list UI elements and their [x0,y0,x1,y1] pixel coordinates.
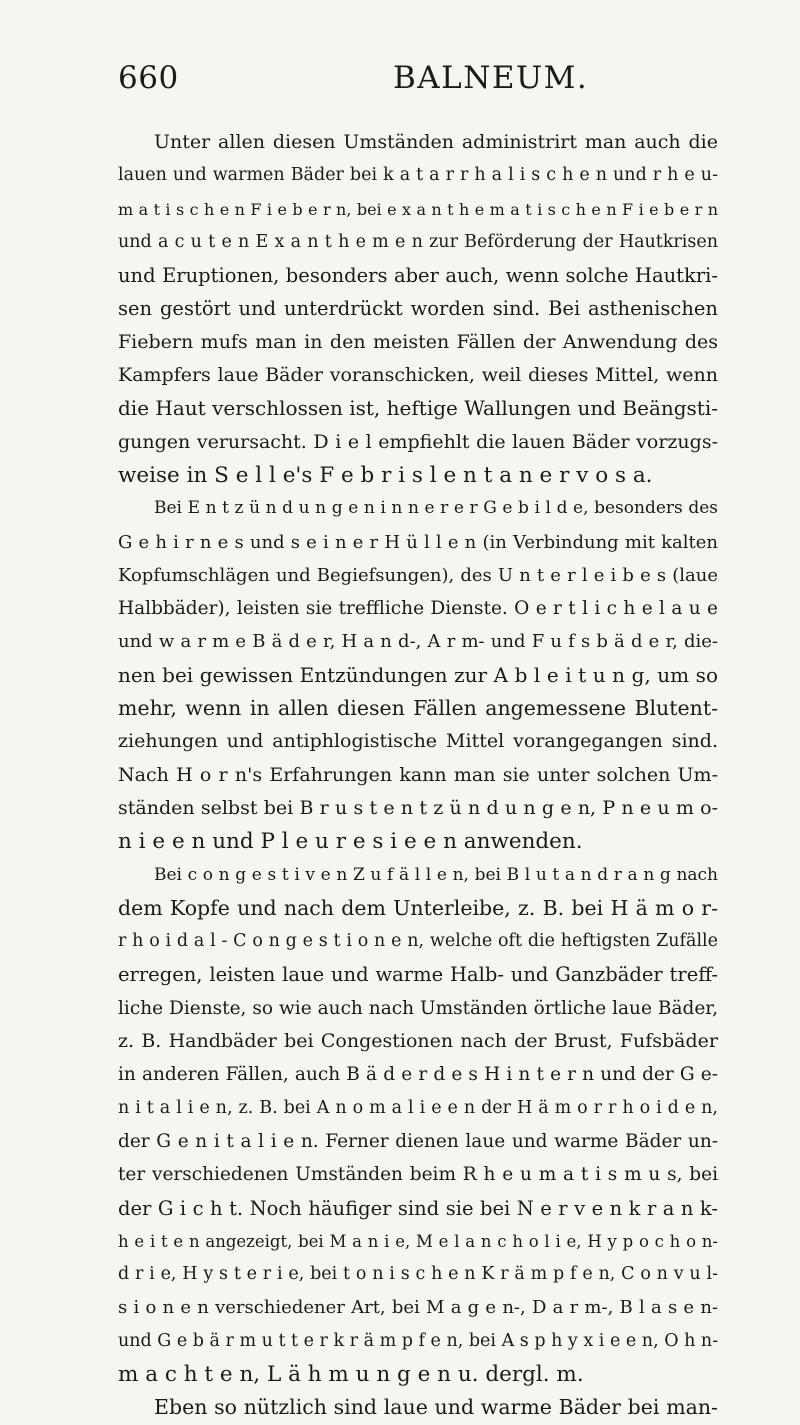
text-line: die Haut verschlossen ist, heftige Wallungen und Beängsti- [118,396,718,421]
text-line: G e h i r n e s und s e i n e r H ü l l e n (in Verbindung mit kalten [118,531,718,553]
text-line: h e i t e n angezeigt, bei M a n i e, M e l a n c h o l i e, H y p o c h o n- [118,1231,718,1251]
text-line: Bei c o n g e s t i v e n Z u f ä l l e n, bei B l u t a n d r a n g nach [154,864,718,885]
text-line: m a t i s c h e n F i e b e r n, bei e x a n t h e m a t i s c h e n F i e b e r n [118,199,718,219]
text-line: ständen selbst bei B r u s t e n t z ü n d u n g e n, P n e u m o- [118,796,718,819]
text-line: ziehungen und antiphlogistische Mittel vorangegangen sind. [118,730,718,753]
text-line: lauen und warmen Bäder bei k a t a r r h a l i s c h e n und r h e u- [118,165,718,186]
text-line: Halbbäder), leisten sie treffliche Dienste. O e r t l i c h e l a u e [118,598,718,620]
text-line: Kampfers laue Bäder voranschicken, weil dieses Mittel, wenn [118,364,718,387]
page-header [118,60,718,110]
text-line: gungen verursacht. D i e l empfiehlt die lauen Bäder vorzugs- [118,430,718,453]
text-line: erregen, leisten laue und warme Halb- und Ganzbäder treff- [118,963,718,987]
text-line: Bei E n t z ü n d u n g e n i n n e r e r G e b i l d e, besonders des [154,498,718,519]
page-number: 660 [118,60,179,96]
text-line: und a c u t e n E x a n t h e m e n zur Beförderung der Hautkrisen [118,231,718,252]
text-line: d r i e, H y s t e r i e, bei t o n i s c h e n K r ä m p f e n, C o n v u l- [118,1264,718,1285]
text-line: m a c h t e n, L ä h m u n g e n u. dergl. m. [118,1361,584,1387]
text-line: Fiebern mufs man in den meisten Fällen der Anwendung des [118,330,718,353]
text-line: n i t a l i e n, z. B. bei A n o m a l i e e n der H ä m o r r h o i d e n, [118,1097,718,1118]
text-line: mehr, wenn in allen diesen Fällen angemessene Blutent- [118,696,718,721]
text-line: ter verschiedenen Umständen beim R h e u m a t i s m u s, bei [118,1164,718,1186]
text-line: Nach H o r n's Erfahrungen kann man sie unter solchen Um- [118,763,718,786]
text-line: nen bei gewissen Entzündungen zur A b l e i t u n g, um so [118,662,718,687]
text-line: sen gestört und unterdrückt worden sind. Bei asthenischen [118,297,718,321]
text-line: z. B. Handbäder bei Congestionen nach der Brust, Fufsbäder [118,1030,718,1053]
text-line: weise in S e l l e's F e b r i s l e n t a n e r v o s a. [118,462,653,488]
text-line: Unter allen diesen Umständen administrirt man auch die [154,131,718,153]
text-line: und w a r m e B ä d e r, H a n d-, A r m- und F u f s b ä d e r, die- [118,631,718,653]
running-title: BALNEUM. [393,60,589,96]
text-line: der G i c h t. Noch häufiger sind sie bei N e r v e n k r a n k- [118,1196,718,1220]
text-line: und G e b ä r m u t t e r k r ä m p f e n, bei A s p h y x i e e n, O h n- [118,1330,719,1351]
text-line: s i o n e n verschiedener Art, bei M a g e n-, D a r m-, B l a s e n- [118,1297,718,1319]
text-line: r h o i d a l - C o n g e s t i o n e n, welche oft die heftigsten Zufälle [118,931,718,952]
text-line: n i e e n und P l e u r e s i e e n anwenden. [118,829,583,855]
text-line: der G e n i t a l i e n. Ferner dienen laue und warme Bäder un- [118,1130,718,1152]
text-line: und Eruptionen, besonders aber auch, wenn solche Hautkri- [118,264,718,288]
text-line: liche Dienste, so wie auch nach Umständen örtliche laue Bäder, [118,997,718,1019]
text-line: in anderen Fällen, auch B ä d e r d e s H i n t e r n und der G e- [118,1064,718,1086]
text-line: Eben so nützlich sind laue und warme Bäder bei man- [154,1395,718,1420]
text-line: Kopfumschlägen und Begiefsungen), des U n t e r l e i b e s (laue [118,564,718,586]
body-text [118,126,718,1425]
text-line: dem Kopfe und nach dem Unterleibe, z. B. bei H ä m o r- [118,895,718,920]
